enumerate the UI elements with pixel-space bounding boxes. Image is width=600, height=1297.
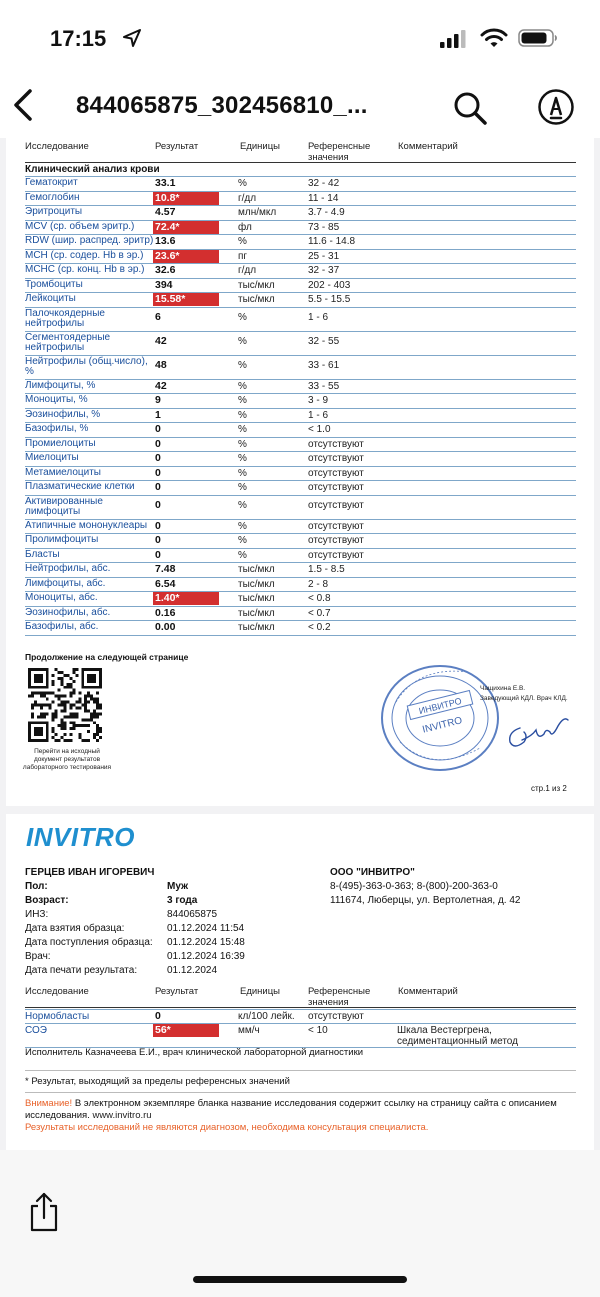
info-value: 01.12.2024 15:48 xyxy=(167,937,245,948)
invitro-logo: INVITRO xyxy=(26,822,135,852)
test-name[interactable]: Лимфоциты, абс. xyxy=(25,577,106,589)
test-name[interactable]: Базофилы, % xyxy=(25,423,89,434)
document-page-1 xyxy=(6,138,594,806)
info-value: 3 года xyxy=(167,895,198,906)
info-value: Муж xyxy=(167,881,189,892)
result-value: 72.4* xyxy=(153,221,219,234)
units-value: тыс/мкл xyxy=(238,607,275,619)
invitro-link[interactable]: www.invitro.ru xyxy=(92,1110,152,1121)
result-value: 6 xyxy=(155,310,161,323)
col-header-reference: Референсные значения xyxy=(308,141,371,163)
document-title: 844065875_302456810_... xyxy=(76,92,368,119)
test-name[interactable]: Метамиелоциты xyxy=(25,466,101,478)
table-row xyxy=(25,379,576,394)
result-value: 0 xyxy=(155,437,161,450)
reference-value: отсутствуют xyxy=(308,482,364,493)
reference-value: 32 - 42 xyxy=(308,178,340,189)
test-name[interactable]: Гемоглобин xyxy=(25,191,80,203)
units-value: % xyxy=(238,549,247,561)
table-row xyxy=(25,422,576,437)
reference-value: 33 - 61 xyxy=(308,359,340,371)
company-address: 111674, Люберцы, ул. Вертолетная, д. 42 xyxy=(330,895,521,906)
row-divider xyxy=(25,437,576,438)
comment-value: Шкала Вестергрена, седиментационный метод xyxy=(397,1025,518,1047)
test-name[interactable]: Сегментоядерные нейтрофилы xyxy=(25,331,111,353)
table-row xyxy=(25,278,576,293)
test-name[interactable]: Промиелоциты xyxy=(25,437,96,449)
table-row xyxy=(25,176,576,191)
result-value: 48 xyxy=(155,358,167,371)
table-row xyxy=(25,466,576,481)
result-value: 42 xyxy=(155,334,167,347)
table-row xyxy=(25,591,576,606)
info-value: 01.12.2024 xyxy=(167,965,218,976)
result-value: 23.6* xyxy=(153,250,219,263)
reference-value: 32 - 55 xyxy=(308,335,340,347)
search-icon[interactable] xyxy=(452,90,488,126)
table-row xyxy=(25,519,576,534)
row-divider xyxy=(25,451,576,452)
back-chevron-icon[interactable] xyxy=(8,86,38,124)
info-label: Возраст: xyxy=(25,895,69,906)
reference-value: отсутствуют xyxy=(308,453,364,464)
units-value: % xyxy=(238,424,247,435)
test-name[interactable]: Базофилы, абс. xyxy=(25,621,99,632)
table-row xyxy=(25,205,576,220)
col-header-study: Исследование xyxy=(25,986,89,997)
reference-value: < 10 xyxy=(308,1025,328,1036)
footer-divider xyxy=(25,1092,576,1093)
result-value: 0 xyxy=(155,548,161,561)
signer-title: Заведующий КДЛ. Врач КЛД. xyxy=(480,695,568,702)
lab-stamp-seal xyxy=(378,662,502,774)
reference-value: 5.5 - 15.5 xyxy=(308,294,351,305)
reference-value: отсутствуют xyxy=(308,467,364,479)
home-indicator[interactable] xyxy=(193,1276,407,1283)
units-value: % xyxy=(238,482,247,493)
result-value: 0 xyxy=(155,1010,161,1022)
row-divider xyxy=(25,1023,576,1024)
qr-code[interactable] xyxy=(28,668,102,742)
reference-value: 1 - 6 xyxy=(308,409,329,421)
col-header-units: Единицы xyxy=(240,986,281,997)
reference-value: < 1.0 xyxy=(308,424,331,435)
units-value: % xyxy=(238,178,247,189)
col-header-comment: Комментарий xyxy=(398,986,458,997)
units-value: % xyxy=(238,520,247,532)
table-row xyxy=(25,480,576,495)
col-header-result: Результат xyxy=(155,141,199,152)
header-divider xyxy=(25,1007,576,1008)
row-divider xyxy=(25,292,576,293)
table-row xyxy=(25,437,576,452)
nav-header xyxy=(0,72,600,138)
row-divider xyxy=(25,191,576,192)
test-name[interactable]: СОЭ xyxy=(25,1025,47,1036)
test-name[interactable]: Гематокрит xyxy=(25,177,78,188)
reference-value: отсутствуют xyxy=(308,438,364,450)
test-name[interactable]: Нейтрофилы, абс. xyxy=(25,563,111,574)
test-name[interactable]: Эозинофилы, % xyxy=(25,408,101,420)
col-header-reference: Референсные значения xyxy=(308,986,371,1008)
warning-label: Внимание! xyxy=(25,1098,73,1109)
row-divider xyxy=(25,495,576,496)
test-name[interactable]: Моноциты, % xyxy=(25,394,88,405)
result-value: 6.54 xyxy=(155,577,176,590)
units-value: % xyxy=(238,467,247,479)
reference-value: отсутствуют xyxy=(308,520,364,532)
table-row xyxy=(25,495,576,519)
reference-value: 11 - 14 xyxy=(308,192,339,204)
test-name[interactable]: Лейкоциты xyxy=(25,293,76,304)
row-divider xyxy=(25,533,576,534)
row-divider xyxy=(25,393,576,394)
result-value: 7.48 xyxy=(155,563,176,575)
reference-value: отсутствуют xyxy=(308,549,364,561)
svg-text:INVITRO: INVITRO xyxy=(421,715,464,736)
info-label: Дата поступления образца: xyxy=(25,937,153,948)
table-row xyxy=(25,451,576,466)
signer-block xyxy=(480,684,568,704)
reference-value: 11.6 - 14.8 xyxy=(308,236,356,247)
info-label: ИНЗ: xyxy=(25,909,49,920)
result-value: 32.6 xyxy=(155,264,176,276)
units-value: тыс/мкл xyxy=(238,294,275,305)
col-header-study: Исследование xyxy=(25,141,89,152)
markup-pen-icon[interactable] xyxy=(537,88,575,126)
status-bar xyxy=(0,0,600,72)
section-title: Клинический анализ крови xyxy=(25,164,160,175)
reference-value: отсутствуют xyxy=(308,535,364,546)
units-value: % xyxy=(238,236,247,247)
result-value: 0 xyxy=(155,466,161,479)
table-row xyxy=(25,191,576,206)
units-value: г/дл xyxy=(238,265,257,276)
row-divider xyxy=(25,408,576,409)
units-value: пг xyxy=(238,250,248,262)
row-divider xyxy=(25,620,576,621)
result-value: 0 xyxy=(155,519,161,532)
reference-value: отсутствуют xyxy=(308,499,364,511)
reference-value: 3 - 9 xyxy=(308,395,329,406)
units-value: % xyxy=(238,359,247,371)
test-name[interactable]: Атипичные мононуклеары xyxy=(25,519,148,531)
test-name[interactable]: Плазматические клетки xyxy=(25,481,135,492)
row-divider xyxy=(25,577,576,578)
test-name[interactable]: Пролимфоциты xyxy=(25,534,99,545)
battery-icon xyxy=(518,28,558,48)
col-header-result: Результат xyxy=(155,986,199,997)
warning-text: В электронном экземпляре бланка название исследования содержит ссылку на страницу сайта с описанием исследования. xyxy=(25,1098,557,1121)
table-row xyxy=(25,562,576,577)
reference-value: 1.5 - 8.5 xyxy=(308,564,345,575)
reference-value: < 0.2 xyxy=(308,622,331,633)
reference-value: 32 - 37 xyxy=(308,265,340,276)
units-value: % xyxy=(238,453,247,464)
result-value: 33.1 xyxy=(155,177,176,189)
test-name[interactable]: RDW (шир. распред. эритр) xyxy=(25,235,154,246)
info-value: 01.12.2024 16:39 xyxy=(167,951,245,962)
result-value: 15.58* xyxy=(153,293,219,306)
share-icon[interactable] xyxy=(28,1192,60,1232)
result-value: 0.16 xyxy=(155,606,176,619)
units-value: % xyxy=(238,499,247,511)
test-name[interactable]: Моноциты, абс. xyxy=(25,592,98,603)
info-value: 844065875 xyxy=(167,909,218,920)
table-row xyxy=(25,620,576,635)
reference-value: 1 - 6 xyxy=(308,311,329,323)
patient-name: ГЕРЦЕВ ИВАН ИГОРЕВИЧ xyxy=(25,867,155,878)
units-value: млн/мкл xyxy=(238,207,277,218)
executor-line: Исполнитель Казначеева Е.И., врач клинической лабораторной диагностики xyxy=(25,1047,364,1058)
reference-value: < 0.8 xyxy=(308,593,331,604)
reference-value: 3.7 - 4.9 xyxy=(308,207,345,218)
result-value: 56* xyxy=(153,1024,219,1037)
result-value: 42 xyxy=(155,379,167,392)
units-value: мм/ч xyxy=(238,1025,260,1036)
units-value: % xyxy=(238,535,247,546)
test-name[interactable]: Эритроциты xyxy=(25,206,83,217)
info-value: 01.12.2024 11:54 xyxy=(167,923,245,934)
test-name[interactable]: MCV (ср. объем эритр.) xyxy=(25,220,135,232)
reference-value: отсутствуют xyxy=(308,1011,364,1022)
units-value: тыс/мкл xyxy=(238,279,275,291)
document-page-2 xyxy=(6,814,594,1150)
units-value: % xyxy=(238,438,247,450)
table-row xyxy=(25,220,576,235)
test-name[interactable]: MCH (ср. содер. Hb в эр.) xyxy=(25,249,144,261)
bottom-toolbar xyxy=(0,1150,600,1297)
table-row xyxy=(25,1023,576,1047)
units-value: % xyxy=(238,335,247,347)
result-value: 1 xyxy=(155,408,161,421)
reference-value: 202 - 403 xyxy=(308,279,351,291)
table-row xyxy=(25,408,576,423)
result-value: 394 xyxy=(155,278,173,291)
test-name[interactable]: Тромбоциты xyxy=(25,278,83,290)
info-label: Врач: xyxy=(25,951,51,962)
page-number: стр.1 из 2 xyxy=(531,784,567,793)
units-value: кл/100 лейк. xyxy=(238,1011,295,1022)
result-value: 0 xyxy=(155,534,161,546)
test-name[interactable]: MCHC (ср. конц. Hb в эр.) xyxy=(25,264,145,275)
table-row xyxy=(25,307,576,331)
table-row xyxy=(25,292,576,307)
units-value: % xyxy=(238,311,247,323)
location-arrow-icon xyxy=(122,28,142,48)
row-divider xyxy=(25,205,576,206)
test-name[interactable]: Лимфоциты, % xyxy=(25,379,96,391)
row-divider xyxy=(25,466,576,467)
info-label: Дата взятия образца: xyxy=(25,923,125,934)
row-divider xyxy=(25,1009,576,1010)
result-value: 0 xyxy=(155,481,161,493)
result-value: 13.6 xyxy=(155,235,176,247)
units-value: % xyxy=(238,380,247,392)
units-value: фл xyxy=(238,221,252,233)
row-divider xyxy=(25,307,576,308)
disclaimer: Результаты исследований не являются диагнозом, необходима консультация специалиста. xyxy=(25,1122,429,1133)
signature xyxy=(502,706,572,756)
row-divider xyxy=(25,548,576,549)
flag-footnote: * Результат, выходящий за пределы референсных значений xyxy=(25,1076,290,1087)
table-row xyxy=(25,1009,576,1023)
units-value: тыс/мкл xyxy=(238,564,275,575)
reference-value: < 0.7 xyxy=(308,607,331,619)
table-row xyxy=(25,577,576,592)
reference-value: 73 - 85 xyxy=(308,221,340,233)
continued-note: Продолжение на следующей странице xyxy=(25,652,189,662)
result-value: 0 xyxy=(155,452,161,464)
table-row xyxy=(25,355,576,379)
test-name[interactable]: Нейтрофилы (общ.число), % xyxy=(25,355,148,377)
col-header-units: Единицы xyxy=(240,141,281,152)
footer-divider xyxy=(25,1070,576,1071)
units-value: тыс/мкл xyxy=(238,593,275,604)
table-row xyxy=(25,606,576,621)
status-time: 17:15 xyxy=(50,26,107,51)
result-value: 9 xyxy=(155,394,161,406)
row-divider xyxy=(25,422,576,423)
reference-value: 33 - 55 xyxy=(308,380,340,392)
row-divider xyxy=(25,379,576,380)
row-divider xyxy=(25,278,576,279)
test-name[interactable]: Миелоциты xyxy=(25,452,79,463)
table-row xyxy=(25,249,576,264)
company-phones: 8-(495)-363-0-363; 8-(800)-200-363-0 xyxy=(330,881,498,892)
test-name[interactable]: Активированные лимфоциты xyxy=(25,495,103,517)
result-value: 0.00 xyxy=(155,621,176,633)
test-name[interactable]: Нормобласты xyxy=(25,1011,90,1022)
cellular-signal-icon xyxy=(440,30,466,48)
info-label: Пол: xyxy=(25,881,48,892)
wifi-icon xyxy=(480,28,508,48)
table-row xyxy=(25,263,576,278)
units-value: тыс/мкл xyxy=(238,578,275,590)
result-value: 10.8* xyxy=(153,192,219,205)
units-value: г/дл xyxy=(238,192,257,204)
table-row xyxy=(25,548,576,563)
company-name: ООО "ИНВИТРО" xyxy=(330,867,415,878)
row-divider xyxy=(25,176,576,177)
qr-caption: Перейти на исходный документ результатов лабораторного тестирования xyxy=(22,748,112,771)
units-value: % xyxy=(238,395,247,406)
table-row xyxy=(25,393,576,408)
table-row xyxy=(25,234,576,249)
row-divider xyxy=(25,635,576,636)
row-divider xyxy=(25,591,576,592)
result-value: 0 xyxy=(155,498,161,511)
warning-note xyxy=(25,1098,581,1122)
signer-name: Чащихина Е.В. xyxy=(480,685,526,692)
header-divider xyxy=(25,162,576,163)
units-value: тыс/мкл xyxy=(238,622,275,633)
svg-text:ИНВИТРО: ИНВИТРО xyxy=(417,695,463,717)
test-name[interactable]: Палочкоядерные нейтрофилы xyxy=(25,307,105,329)
info-label: Дата печати результата: xyxy=(25,965,138,976)
reference-value: 2 - 8 xyxy=(308,578,329,590)
test-name[interactable]: Бласты xyxy=(25,548,60,560)
result-value: 1.40* xyxy=(153,592,219,605)
col-header-comment: Комментарий xyxy=(398,141,458,152)
units-value: % xyxy=(238,409,247,421)
table-row xyxy=(25,533,576,548)
table-row xyxy=(25,331,576,355)
reference-value: 25 - 31 xyxy=(308,250,340,262)
result-value: 0 xyxy=(155,423,161,435)
result-value: 4.57 xyxy=(155,206,176,218)
test-name[interactable]: Эозинофилы, абс. xyxy=(25,606,111,618)
